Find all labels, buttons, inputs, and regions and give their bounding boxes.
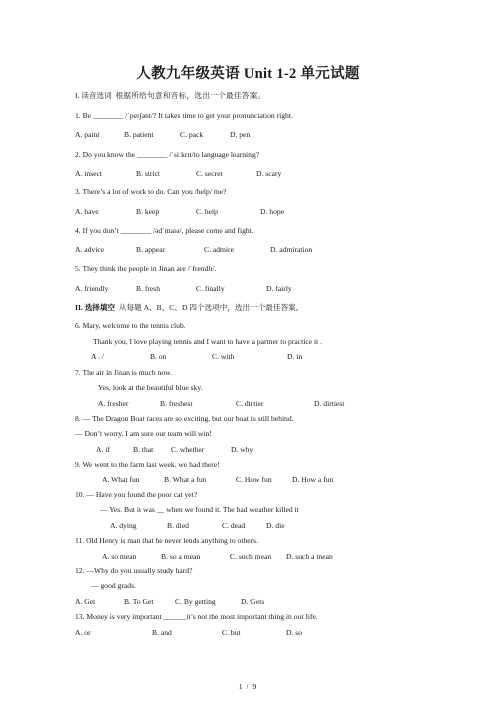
question-8-line1: 8. — The Dragon Boat races are so exciting, but our boat is still behind.	[75, 414, 294, 423]
q3-option-a: A. have	[75, 207, 99, 216]
q9-option-c: C. How fun	[236, 475, 272, 484]
q11-option-c: C. such mean	[230, 552, 272, 561]
q9-option-b: B. What a fun	[164, 475, 207, 484]
section-2-instruction: 从每题 A、B、C、D 四个选项中，选出一个最佳答案。	[118, 303, 304, 312]
section-1-number: I. 读音选词	[75, 91, 112, 100]
q1-option-a: A. paint	[75, 130, 100, 139]
q8-option-b: B. that	[133, 445, 154, 454]
q2-option-b: B. strict	[136, 169, 161, 178]
q3-option-c: C. help	[196, 207, 218, 216]
q8-option-a: A. if	[96, 445, 110, 454]
q8-option-d: D. why	[231, 445, 254, 454]
q3-option-d: D. hope	[260, 207, 285, 216]
q12-option-c: C. By getting	[175, 597, 216, 606]
question-1-stem: 1. Be ________ /ˈpeɪʃənt/? It takes time to get your pronunciation right.	[75, 111, 293, 120]
q1-option-d: D. pen	[230, 130, 251, 139]
question-7-line2: Yes, look at the beautiful blue sky.	[98, 383, 203, 392]
question-12-line1: 12. —Why do you usually study hard?	[75, 566, 193, 575]
question-11-line1: 11. Old Henry is man that he never lends anything to others.	[75, 536, 258, 545]
q6-option-c: C. with	[212, 352, 235, 361]
question-4-stem: 4. If you don’t ________ /ədˈmaɪə/, please come and fight.	[75, 226, 254, 235]
q13-option-d: D. so	[286, 628, 303, 637]
question-5-stem: 5. They think the people in Jinan are /ˈfrendlɪ/.	[75, 264, 217, 273]
q7-option-d: D. dirtiest	[314, 399, 345, 408]
document-title: 人教九年级英语 Unit 1-2 单元试题	[136, 66, 360, 82]
question-6-line1: 6. Mary, welcome to the tennis club.	[75, 321, 186, 330]
q11-option-d: D. such a mean	[286, 552, 333, 561]
question-6-line2: Thank you, I love playing tennis and I want to have a partner to practice it .	[93, 337, 323, 346]
question-10-line1: 10. — Have you found the poor cat yet?	[75, 490, 198, 499]
q6-option-d: D. in	[287, 352, 303, 361]
q10-option-c: C. dead	[222, 521, 246, 530]
q9-option-a: A. What fun	[102, 475, 140, 484]
q11-option-b: B. so a mean	[161, 552, 201, 561]
question-7-line1: 7. The air in Jinan is much now.	[75, 368, 173, 377]
q7-option-b: B. freshest	[160, 399, 193, 408]
question-2-stem: 2. Do you know the ________ /ˈsiːkrɪt/to language learning?	[75, 150, 260, 159]
q10-option-b: B. died	[167, 521, 189, 530]
q4-option-b: B. appear	[136, 245, 166, 254]
q2-option-d: D. scary	[256, 169, 282, 178]
q5-option-b: B. fresh	[136, 284, 161, 293]
q10-option-d: D. die	[266, 521, 285, 530]
q9-option-d: D. How a fun	[292, 475, 334, 484]
q7-option-a: A. fresher	[98, 399, 129, 408]
q2-option-c: C. secret	[196, 169, 223, 178]
q1-option-c: C. pack	[180, 130, 204, 139]
q4-option-d: D. admiration	[270, 245, 313, 254]
question-13-line1: 13. Money is very important ______it’s not the most important thing in our life.	[75, 612, 318, 621]
q6-option-a: A . /	[91, 352, 104, 361]
q5-option-a: A. friendly	[75, 284, 109, 293]
q5-option-c: C. finally	[196, 284, 225, 293]
q13-option-c: C. but	[222, 628, 241, 637]
q4-option-a: A. advice	[75, 245, 105, 254]
q5-option-d: D. fairly	[266, 284, 292, 293]
q4-option-c: C. admire	[204, 245, 234, 254]
question-12-line2: — good grads.	[91, 581, 136, 590]
q12-option-a: A. Get	[75, 597, 96, 606]
q2-option-a: A. insect	[75, 169, 102, 178]
q1-option-b: B. patient	[124, 130, 154, 139]
q3-option-b: B. keep	[136, 207, 160, 216]
q6-option-b: B. on	[150, 352, 167, 361]
q11-option-a: A. so mean	[102, 552, 137, 561]
question-9-line1: 9. We went to the farm last week. we had there!	[75, 460, 220, 469]
q13-option-b: B. and	[152, 628, 172, 637]
section-1-instruction: 根据所给句意和音标，选出一个最佳答案。	[115, 91, 266, 100]
section-2-heading	[75, 304, 303, 312]
question-3-stem: 3. There’s a lot of work to do. Can you /help/ me?	[75, 187, 227, 196]
q13-option-a: A. or	[75, 628, 91, 637]
question-10-line2: — Yes. But it was __ when we found it. The bad weather killed it	[100, 505, 299, 514]
q12-option-b: B. To Get	[124, 597, 154, 606]
q10-option-a: A. dying	[110, 521, 137, 530]
q7-option-c: C. dirtier	[236, 399, 264, 408]
section-1-heading	[75, 92, 265, 100]
question-8-line2: — Don’t worry. I am sure our team will win!	[75, 429, 212, 438]
q12-option-d: D. Gets	[241, 597, 265, 606]
page-number: 1 / 9	[238, 682, 258, 691]
q8-option-c: C. whether	[171, 445, 205, 454]
section-2-number: II. 选择填空	[75, 303, 116, 312]
